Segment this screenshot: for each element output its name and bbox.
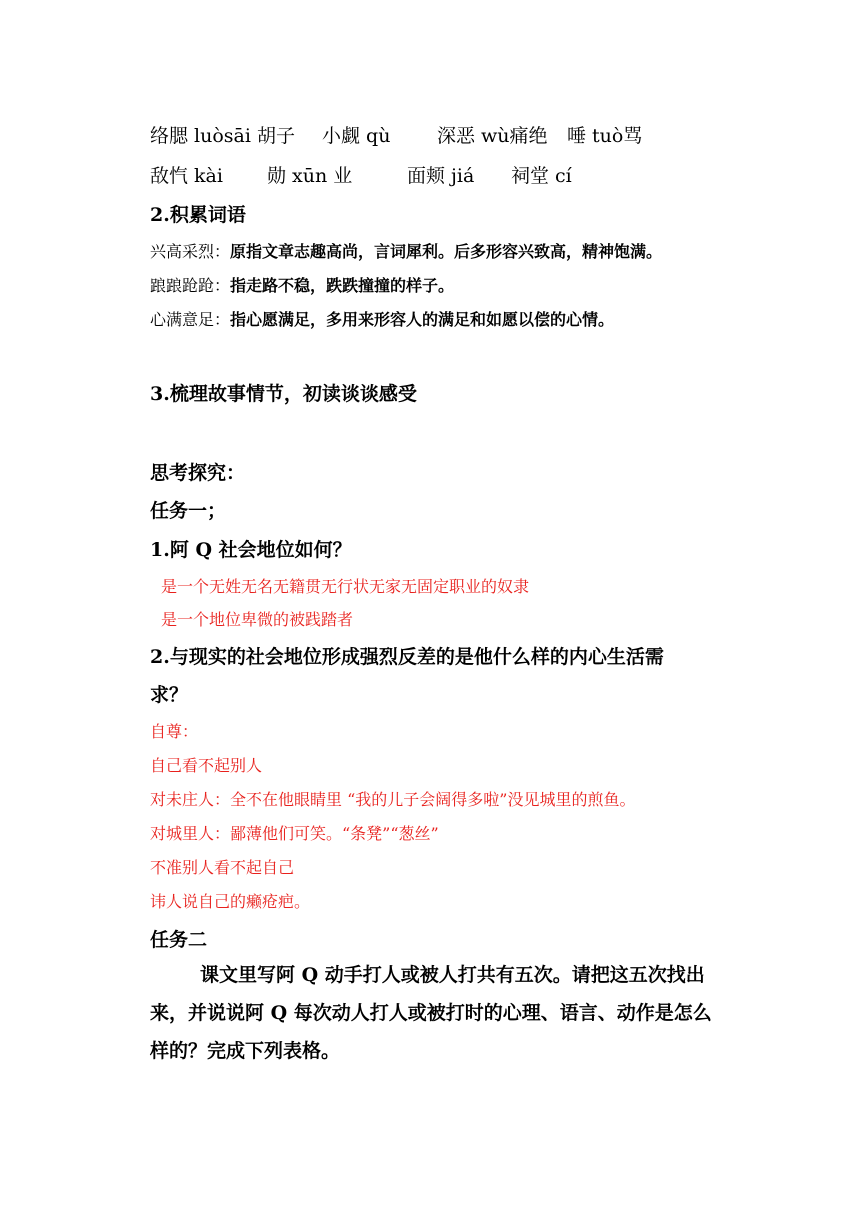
pinyin-word: 勋 xūn 业: [267, 165, 353, 187]
vocab-term: 心满意足：: [150, 310, 231, 329]
pinyin-word: 络腮 luòsāi 胡子: [150, 125, 295, 147]
pinyin-word: 唾 tuò骂: [567, 125, 643, 147]
answer-line: 对城里人：鄙薄他们可笑。“条凳”“葱丝”: [150, 824, 439, 843]
question-continued: 求？: [150, 684, 189, 706]
answer-line: 自己看不起别人: [150, 756, 263, 775]
answer-line: 不准别人看不起自己: [150, 858, 295, 877]
task1-heading: 任务一；: [150, 500, 227, 522]
answer-line: 自尊：: [150, 722, 199, 741]
question: 1.阿 Q 社会地位如何？: [150, 539, 352, 561]
vocab-term: 兴高采烈：: [150, 242, 231, 261]
section-heading: 2.积累词语: [150, 204, 246, 226]
question: 2.与现实的社会地位形成强烈反差的是他什么样的内心生活需: [150, 646, 664, 668]
task2-paragraph: [150, 956, 718, 1070]
pinyin-word: 祠堂 cí: [511, 165, 572, 187]
vocab-item: [150, 239, 662, 262]
answer-line: 是一个地位卑微的被践踏者: [161, 610, 354, 629]
task2-text: 课文里写阿 Q 动手打人或被人打共有五次。请把这五次找出来，并说说阿 Q 每次动人打人或被打时的心理、语言、动作是怎么样的？完成下列表格。: [150, 964, 712, 1062]
explore-heading: 思考探究：: [150, 462, 246, 484]
vocab-item: [150, 307, 614, 330]
vocab-definition: 指走路不稳，跌跌撞撞的样子。: [230, 276, 455, 295]
section-heading: 3.梳理故事情节，初读谈谈感受: [150, 383, 417, 405]
answer-line: 是一个无姓无名无籍贯无行状无家无固定职业的奴隶: [161, 577, 530, 596]
vocab-term: 踉踉跄跄：: [150, 276, 231, 295]
vocab-item: [150, 273, 454, 296]
vocab-definition: 指心愿满足，多用来形容人的满足和如愿以偿的心情。: [230, 310, 615, 329]
pinyin-word: 小觑 qù: [322, 125, 391, 147]
answer-line: 对未庄人：全不在他眼睛里 “我的儿子会阔得多啦”没见城里的煎鱼。: [150, 790, 636, 809]
answer-line: 讳人说自己的癞疮疤。: [150, 892, 311, 911]
task2-heading: 任务二: [150, 929, 208, 951]
pinyin-word: 面颊 jiá: [407, 165, 475, 187]
vocab-definition: 原指文章志趣高尚，言词犀利。后多形容兴致高，精神饱满。: [230, 242, 663, 261]
pinyin-word: 敌忾 kài: [150, 165, 223, 187]
pinyin-word: 深恶 wù痛绝: [437, 125, 548, 147]
